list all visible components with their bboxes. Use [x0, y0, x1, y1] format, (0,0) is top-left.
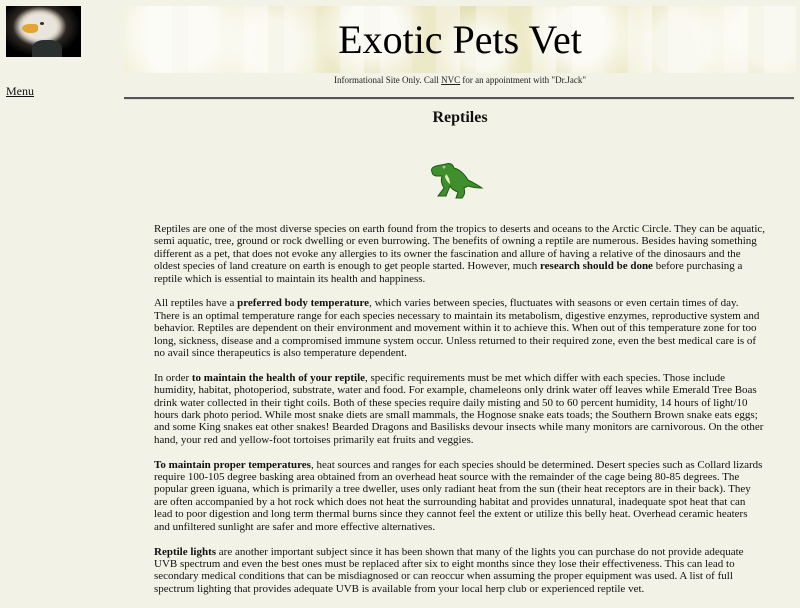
tagline-prefix: Informational Site Only. Call [334, 75, 442, 85]
paragraph-intro: Reptiles are one of the most diverse species on earth found from the tropics to deserts and oceans to the Arctic Circle. They can be aquatic, semi aquatic, tree, ground or rock dwelling or even burrowing. The benefits of owning a reptile are numerous. Besides having something different as a pet, that does not evoke any allergies to its owner the fascination and allure of having a relative of the dinosaurs and the oldest species of land creature on earth is enough to get people started. However, much research should be done before purchasing a reptile which is essential to maintain its health and happiness. [154, 223, 766, 285]
eagle-logo-image [6, 6, 81, 57]
emphasis: preferred body temperature [237, 297, 370, 310]
nvc-link[interactable]: NVC [441, 75, 461, 85]
article-body [154, 223, 766, 608]
horizontal-rule [124, 97, 794, 100]
eagle-beak [22, 24, 38, 33]
paragraph-body-temperature: All reptiles have a preferred body temperature, which varies between species, fluctuates with seasons or even certain times of day. There is an optimal temperature range for each species necessary to maintain its metabolism, digestive enzymes, reproductive system and behavior. Reptiles are dependent on their environment and movement within it to achieve this. When out of this temperature zone for too long, sickness, disease and a compromised immune system occur. Unless returned to their required zone, even the best medical care is of no avail since therapeutics is also temperature dependent. [154, 297, 760, 360]
tagline [124, 75, 796, 85]
emphasis: research should be done [539, 260, 653, 273]
emphasis: Reptile lights [154, 545, 217, 558]
menu-link[interactable]: Menu [6, 84, 34, 98]
tagline-suffix: for an appointment with "Dr.Jack" [460, 75, 586, 85]
site-title: Exotic Pets Vet [338, 17, 582, 62]
page-title: Reptiles [432, 109, 488, 126]
emphasis: To maintain proper temperatures [154, 458, 311, 471]
eagle-neck [32, 40, 62, 57]
paragraph-health: In order to maintain the health of your reptile, specific requirements must be met which differ with each species. Those include humidity, habitat, photoperiod, substrate, water and food. For example, chameleons only drink water off leaves while Emerald Tree Boas drink water collected in their tight coils. Both of these species require daily misting and 50 to 60 percent humidity, 14 hours of light/10 hours dark photo period. While most snake diets are small mammals, the Hognose snake eats toads; the Southern Brown snake eats eggs; and some King snakes eat other snakes! Bearded Dragons and Basilisks devour insects while many monitors are carnivorous. On the other hand, your red and yellow-foot tortoises primarily eat fruits and veggies. [154, 371, 764, 446]
eagle-eye [40, 22, 44, 25]
header-banner [124, 6, 796, 73]
paragraph-lights: Reptile lights are another important subject since it has been shown that many of the lights you can purchase do not provide adequate UVB spectrum and even the best ones must be replaced after six to eight months since they lose their effectiveness. This can lead to secondary medical conditions that can be misdiagnosed or can reoccur when assuming the proper equipment was used. A list of full spectrum lighting that provides adequate UVB is available from your local herp club or experienced reptile vet. [154, 545, 744, 595]
paragraph-temperatures: To maintain proper temperatures, heat sources and ranges for each species should be determined. Desert species such as Collard lizards require 100-105 degree basking area obtained from an overhead heat source with the remainder of the cage being 80-85 degrees. The popular green iguana, which is primarily a tree dweller, uses only radiant heat from the sun (their heat receptors are in their back). They are often accompanied by a hot rock which does not heat the surrounding habitat and provides unnatural, inadequate spot heat that can lead to poor digestion and long term thermal burns since they cannot feel the extent or utilize this belly heat. Overhead ceramic heaters and unfiltered sunlight are safer and more effective alternatives. [154, 458, 763, 533]
alligator-image [428, 158, 484, 200]
emphasis: to maintain the health of your reptile [191, 371, 366, 384]
